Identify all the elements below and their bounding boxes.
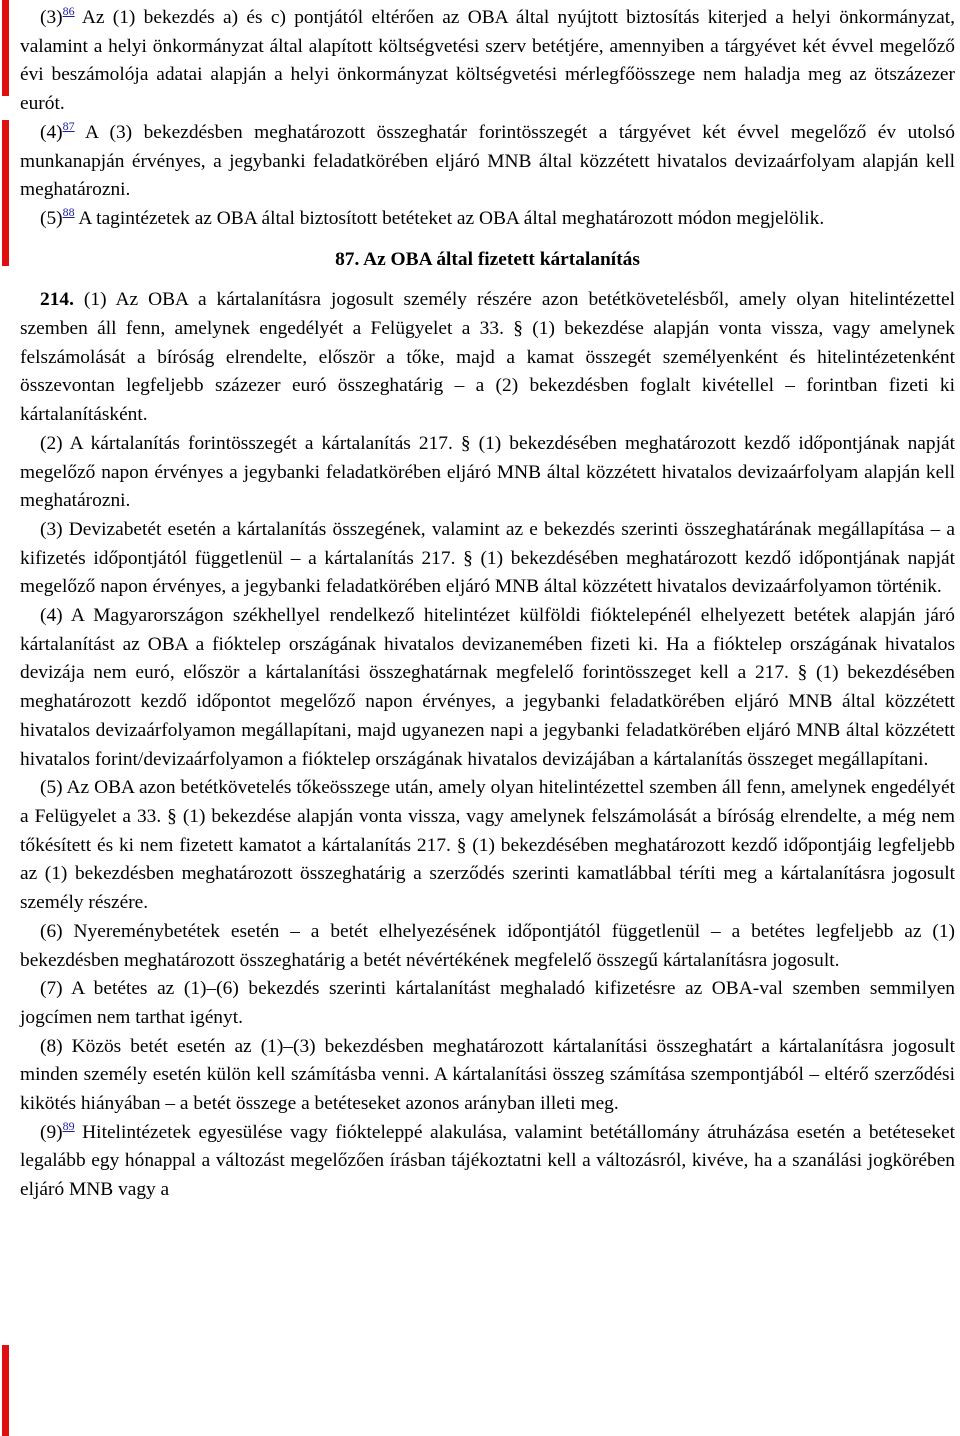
section-214-paragraph-7: (7) A betétes az (1)–(6) bekezdés szerinti kártalanítást meghaladó kifizetésre az OBA-val szemben semmilyen jogcímen nem tarthat igényt. (20, 978, 955, 1028)
section-214-paragraph-5: (5) Az OBA azon betétkövetelés tőkeösszege után, amely olyan hitelintézettel szemben áll fenn, amelynek engedélyét a Felügyelet a 33. § (1) bekezdése alapján vonta vissza, vagy amelynek felszámolását a bíróság elrendelte, a még nem tőkésített és ki nem fizetett kamatot a kártalanítás 217. § (1) bekezdésében meghatározott kezdő időpontjáig legfeljebb az (1) bekezdésben meghatározott összeghatárig a szerződés szerinti kamatlábbal téríti meg a kártalanításra jogosult személy részére. (20, 777, 955, 914)
paragraph-5 (20, 205, 955, 234)
section-214-paragraph-4: (4) A Magyarországon székhellyel rendelkező hitelintézet külföldi fióktelepénél elhelyezett betétek alapján járó kártalanítást az OBA a fióktelep országának hivatalos devizanemében fizeti ki. Ha a fióktelep országának hivatalos devizája nem euró, először a kártalanítási összeghatárnak megfelelő forintösszeget kell a 217. § (1) bekezdésében meghatározott kezdő időpontot megelőző napon érvényes, a jegybanki feladatkörében eljáró MNB által közzétett hivatalos devizaárfolyamon megállapítani, majd ugyanezen napi a jegybanki feladatkörében eljáró MNB által közzétett hivatalos forint/devizaárfolyamon a fióktelep országának hivatalos devizájában a kártalanítás összeget megállapítani. (20, 605, 955, 770)
paragraph-label: (5) (40, 207, 63, 229)
paragraph-label: (9) (40, 1121, 63, 1143)
revision-bar (2, 0, 9, 96)
paragraph-label: (4) (40, 121, 63, 143)
section-number: 214. (40, 289, 74, 311)
paragraph-text: Hitelintézetek egyesülése vagy fiókteleppé alakulása, valamint betétállomány átruházása esetén a betéteseket legalább egy hónappal a változást megelőzően írásban tájékoztatni kell a változásról, kivéve, ha a szanálási jogkörében eljáró MNB vagy a (20, 1121, 955, 1201)
paragraph-4 (20, 119, 955, 205)
footnote-link[interactable]: 87 (62, 118, 75, 133)
document-page (20, 4, 955, 1205)
section-214-paragraph-2: (2) A kártalanítás forintösszegét a kártalanítás 217. § (1) bekezdésében meghatározott kezdő időpontjának napját megelőző napon érvényes a jegybanki feladatkörében eljáró MNB által közzétett hivatalos devizaárfolyam alapján kell meghatározni. (20, 432, 955, 512)
section-214-paragraph-3: (3) Devizabetét esetén a kártalanítás összegének, valamint az e bekezdés szerinti összeghatárának megállapítása – a kifizetés időpontjától függetlenül – a kártalanítás 217. § (1) bekezdésében meghatározott kezdő időpontjának napját megelőző napon érvényes, a jegybanki feladatkörében eljáró MNB által közzétett hivatalos devizaárfolyamon történik. (20, 518, 955, 598)
section-214-paragraph-8: (8) Közös betét esetén az (1)–(3) bekezdésben meghatározott kártalanítási összeghatárt a kártalanításra jogosult minden személy esetén külön kell számításba venni. A kártalanítási összeg számítása szempontjából – eltérő szerződési kikötés hiányában – a betét összege a betéteseket azonos arányban illeti meg. (20, 1035, 955, 1115)
paragraph-text: (1) Az OBA a kártalanításra jogosult személy részére azon betétkövetelésből, amely olyan hitelintézettel szemben áll fenn, amelynek engedélyét a Felügyelet a 33. § (1) bekezdése alapján vonta vissza, vagy amelynek felszámolását a bíróság elrendelte, először a tőke, majd a kamat összegét személyenként és hitelintézetenként összevontan legfeljebb százezer euró összeghatárig – a (2) bekezdésben foglalt kivétellel – forintban fizeti ki kártalanításként. (20, 289, 955, 426)
revision-bar (2, 120, 9, 266)
paragraph-label: (3) (40, 7, 63, 28)
paragraph-3 (20, 4, 955, 119)
paragraph-text: A (3) bekezdésben meghatározott összeghatár forintösszegét a tárgyévet két évvel megelőző év utolsó munkanapján érvényes, a jegybanki feladatkörében eljáró MNB által közzétett hivatalos devizaárfolyam alapján kell meghatározni. (20, 121, 955, 201)
section-214-paragraph-6: (6) Nyereménybetétek esetén – a betét elhelyezésének időpontjától függetlenül – a betétes legfeljebb az (1) bekezdésben meghatározott összeghatárig a betét névértékének megfelelő összegű kártalanításra jogosult. (20, 920, 955, 971)
revision-bar (2, 1345, 9, 1436)
footnote-link[interactable]: 86 (62, 4, 75, 18)
paragraph-text: A tagintézetek az OBA által biztosított betéteket az OBA által meghatározott módon megjelölik. (74, 207, 825, 229)
paragraph-text: Az (1) bekezdés a) és c) pontjától eltérően az OBA által nyújtott biztosítás kiterjed a helyi önkormányzat, valamint a helyi önkormányzat által alapított költségvetési szerv betétjére, amennyiben a tárgyévet két évvel megelőző évi beszámolója adatai alapján a helyi önkormányzat költségvetési mérlegfőösszege nem haladja meg az ötszázezer eurót. (20, 7, 955, 115)
footnote-link[interactable]: 89 (62, 1118, 75, 1133)
section-214-paragraph-1 (20, 286, 955, 430)
section-heading: 87. Az OBA által fizetett kártalanítás (335, 248, 640, 270)
footnote-link[interactable]: 88 (62, 204, 75, 219)
section-214-paragraph-9 (20, 1119, 955, 1205)
